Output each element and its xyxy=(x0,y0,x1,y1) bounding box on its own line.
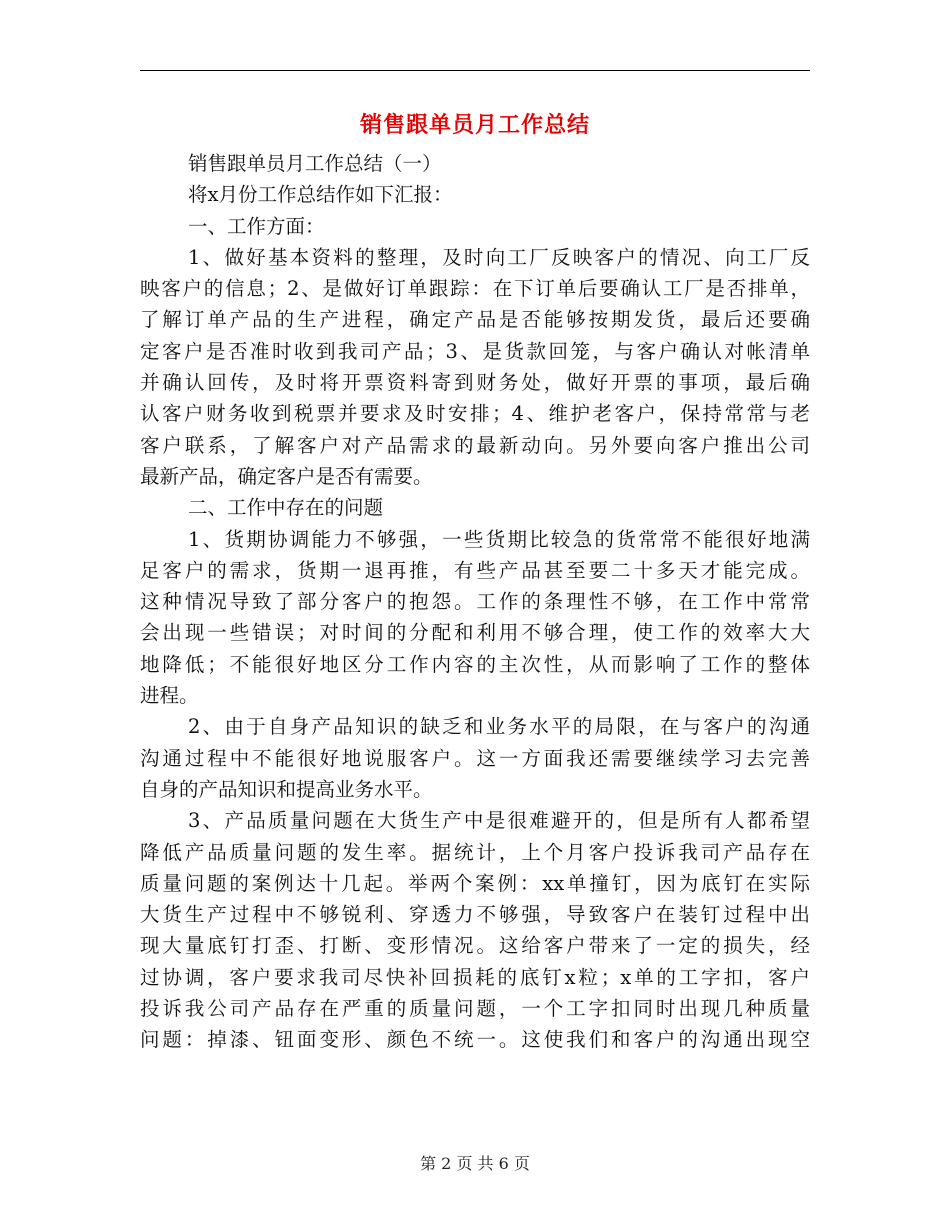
intro-line: 将x月份工作总结作如下汇报： xyxy=(188,183,453,207)
paragraph-line: 质量问题的案例达十几起。举两个案例：xx单撞钉，因为底钉在实际 xyxy=(140,871,810,895)
paragraph-line: 过协调，客户要求我司尽快补回损耗的底钉x粒；x单的工字扣，客户 xyxy=(140,965,810,989)
paragraph-line: 自身的产品知识和提高业务水平。 xyxy=(140,777,433,801)
paragraph-line: 问题：掉漆、钮面变形、颜色不统一。这使我们和客户的沟通出现空 xyxy=(140,1028,810,1052)
paragraph-line: 1、做好基本资料的整理，及时向工厂反映客户的情况、向工厂反 xyxy=(188,245,810,269)
paragraph-line: 2、由于自身产品知识的缺乏和业务水平的局限，在与客户的沟通 xyxy=(188,715,810,739)
paragraph-line: 映客户的信息；2、是做好订单跟踪：在下订单后要确认工厂是否排单， xyxy=(140,277,810,301)
paragraph-line: 投诉我公司产品存在严重的质量问题，一个工字扣同时出现几种质量 xyxy=(140,997,810,1021)
paragraph-line: 认客户财务收到税票并要求及时安排；4、维护老客户，保持常常与老 xyxy=(140,402,810,426)
section-heading-problems: 二、工作中存在的问题 xyxy=(188,496,384,520)
paragraph-line: 足客户的需求，货期一退再推，有些产品甚至要二十多天才能完成。 xyxy=(140,558,810,582)
paragraph-line: 1、货期协调能力不够强，一些货期比较急的货常常不能很好地满 xyxy=(188,527,810,551)
paragraph-line: 了解订单产品的生产进程，确定产品是否能够按期发货，最后还要确 xyxy=(140,308,810,332)
paragraph-line: 现大量底钉打歪、打断、变形情况。这给客户带来了一定的损失，经 xyxy=(140,934,810,958)
header-rule xyxy=(140,70,810,71)
paragraph-line: 地降低；不能很好地区分工作内容的主次性，从而影响了工作的整体 xyxy=(140,652,810,676)
paragraph-line: 并确认回传，及时将开票资料寄到财务处，做好开票的事项，最后确 xyxy=(140,371,810,395)
paragraph-line: 定客户是否准时收到我司产品；3、是货款回笼，与客户确认对帐清单 xyxy=(140,339,810,363)
paragraph-line: 会出现一些错误；对时间的分配和利用不够合理，使工作的效率大大 xyxy=(140,621,810,645)
paragraph-line: 进程。 xyxy=(140,684,199,708)
paragraph-line: 大货生产过程中不够锐利、穿透力不够强，导致客户在装钉过程中出 xyxy=(140,903,810,927)
paragraph-line: 降低产品质量问题的发生率。据统计，上个月客户投诉我司产品存在 xyxy=(140,840,810,864)
document-body xyxy=(140,148,810,1056)
page-number: 第 2 页 共 6 页 xyxy=(420,1154,530,1173)
document-title: 销售跟单员月工作总结 xyxy=(359,113,590,138)
paragraph-line: 这种情况导致了部分客户的抱怨。工作的条理性不够，在工作中常常 xyxy=(140,590,810,614)
section-heading-work: 一、工作方面： xyxy=(188,214,325,238)
paragraph-line: 客户联系，了解客户对产品需求的最新动向。另外要向客户推出公司 xyxy=(140,433,810,457)
subtitle-line: 销售跟单员月工作总结（一） xyxy=(188,152,442,175)
paragraph-line: 最新产品，确定客户是否有需要。 xyxy=(140,464,433,488)
paragraph-line: 沟通过程中不能很好地说服客户。这一方面我还需要继续学习去完善 xyxy=(140,746,810,770)
paragraph-line: 3、产品质量问题在大货生产中是很难避开的，但是所有人都希望 xyxy=(188,809,810,833)
